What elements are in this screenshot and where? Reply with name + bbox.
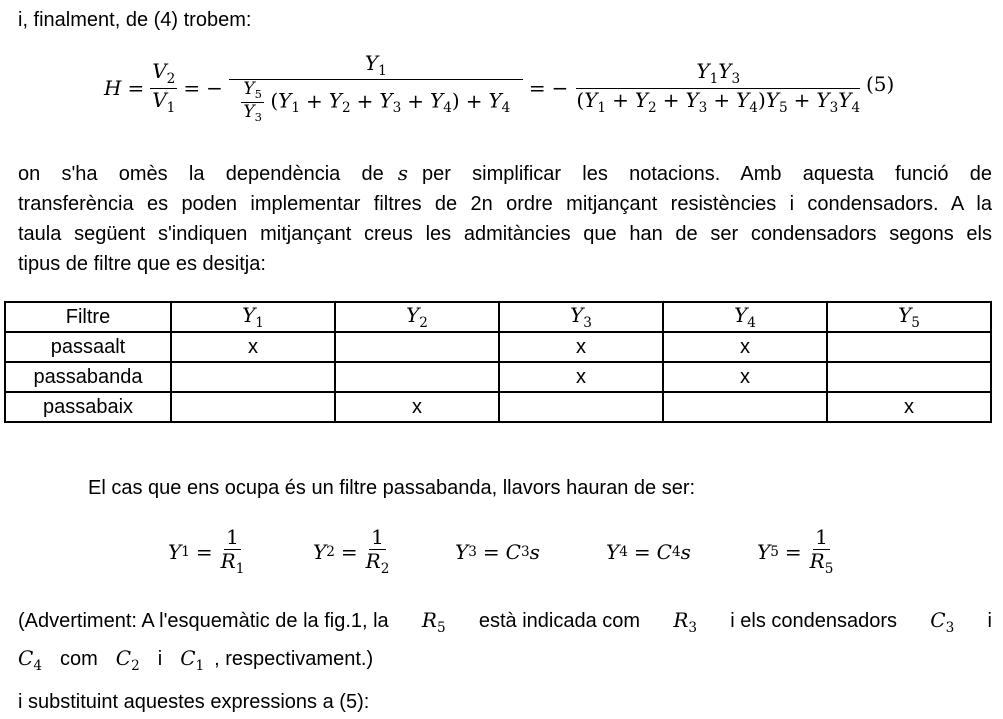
admittance-y3: Y 3 = C 3 s bbox=[455, 540, 540, 564]
case-line: El cas que ens ocupa és un filtre passabanda, llavors hauran de ser: bbox=[88, 477, 696, 499]
paragraph-line-4: tipus de filtre que es desitja: bbox=[18, 253, 266, 275]
table-cell bbox=[335, 332, 499, 362]
table-cell: x bbox=[499, 332, 663, 362]
table-cell bbox=[171, 362, 335, 392]
row-label: passaalt bbox=[5, 332, 171, 362]
intro-line: i, finalment, de (4) trobem: bbox=[18, 9, 252, 31]
warning-line-2: $C_4$ com $C_2$ i $C_1$ , respectivament.) bbox=[18, 645, 374, 674]
table-cell: x bbox=[335, 392, 499, 422]
equation-5: H = $\frac{V_2}{V_1}$ = − $Y_1$ $\frac{Y_5}{Y_3}$ $(Y_1 + Y_2 + Y_3 + Y_4) + Y_4$ = − $\frac{Y_1Y_3}{(Y_1 + Y_2 + Y_3 + Y_4)Y_5 + Y_3Y_4}$ bbox=[104, 50, 861, 124]
table-cell bbox=[499, 392, 663, 422]
warning-note bbox=[18, 605, 992, 681]
header-y3: $Y_3$ bbox=[499, 302, 663, 332]
row-label: passabaix bbox=[5, 392, 171, 422]
warning-line-1: (Advertiment: A l'esquemàtic de la fig.1, la $R_5$ està indicada com $R_3$ i els condensadors $C_3$ i bbox=[18, 608, 992, 636]
admittance-y4: Y 4 = C 4 s bbox=[606, 540, 691, 564]
table-row bbox=[5, 392, 991, 422]
header-y1: $Y_1$ bbox=[171, 302, 335, 332]
table-cell bbox=[827, 362, 991, 392]
table-row bbox=[5, 332, 991, 362]
final-line: i substituint aquestes expressions a (5): bbox=[18, 691, 370, 713]
filter-table bbox=[4, 301, 992, 423]
variable-s: s bbox=[397, 161, 409, 185]
table-row bbox=[5, 362, 991, 392]
table-header-row bbox=[5, 302, 991, 332]
paragraph-line-2: transferència es poden implementar filtres de 2n ordre mitjançant resistències i condensadors. A la bbox=[18, 193, 992, 215]
table-cell: x bbox=[171, 332, 335, 362]
table-cell bbox=[171, 392, 335, 422]
admittance-y1: Y 1 = $\frac{1}{R_1}$ bbox=[168, 525, 245, 578]
admittance-y5: Y 5 = $\frac{1}{R_5}$ bbox=[757, 525, 834, 578]
paragraph-line-1: on s'ha omès la dependència de s per simplificar les notacions. Amb aquesta funció de bbox=[18, 161, 992, 185]
header-y4: $Y_4$ bbox=[663, 302, 827, 332]
header-y5: $Y_5$ bbox=[827, 302, 991, 332]
equation-number: (5) bbox=[866, 72, 895, 96]
row-label: passabanda bbox=[5, 362, 171, 392]
table-cell: x bbox=[663, 332, 827, 362]
table-cell: x bbox=[499, 362, 663, 392]
table-cell bbox=[827, 332, 991, 362]
admittance-y2: Y 2 = $\frac{1}{R_2}$ bbox=[313, 525, 390, 578]
table-cell: x bbox=[663, 362, 827, 392]
header-filtre: Filtre bbox=[5, 302, 171, 332]
table-cell: x bbox=[827, 392, 991, 422]
table-cell bbox=[663, 392, 827, 422]
table-cell bbox=[335, 362, 499, 392]
header-y2: $Y_2$ bbox=[335, 302, 499, 332]
body-paragraph bbox=[18, 158, 992, 279]
paragraph-line-3: taula següent s'indiquen mitjançant creus les admitàncies que han de ser condensadors segons els bbox=[18, 223, 992, 245]
